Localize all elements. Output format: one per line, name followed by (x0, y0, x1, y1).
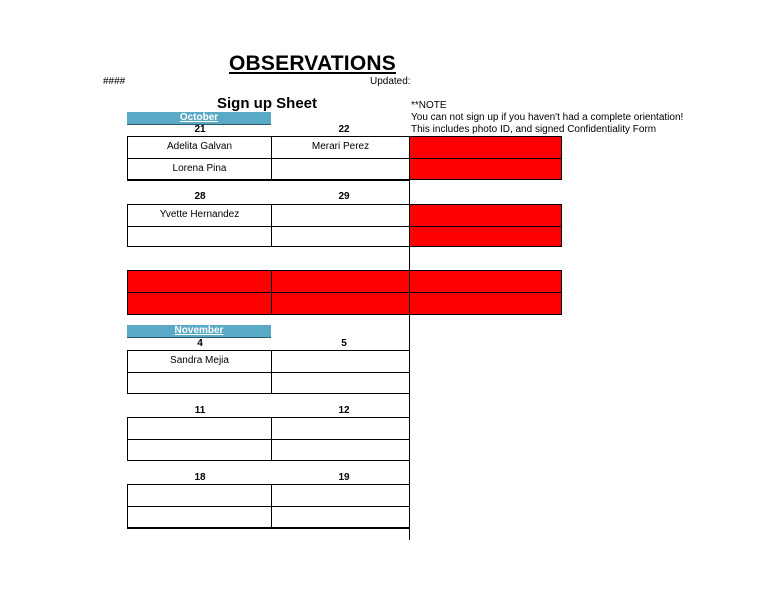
signup-cell[interactable] (127, 506, 272, 528)
note-line-1: You can not sign up if you haven't had a complete orientation! (411, 112, 684, 123)
signup-cell[interactable]: Merari Perez (271, 136, 410, 159)
signup-cell[interactable]: Yvette Hernandez (127, 204, 272, 227)
blocked-cell (409, 292, 562, 315)
day-label: 4 (197, 338, 203, 349)
signup-cell[interactable] (271, 226, 410, 247)
signup-cell[interactable] (127, 417, 272, 440)
table-bottom-line (127, 527, 410, 529)
signup-cell[interactable] (271, 506, 410, 528)
day-label: 28 (194, 191, 206, 202)
blocked-cell (271, 292, 410, 315)
day-label: 12 (338, 405, 350, 416)
signup-cell[interactable] (271, 417, 410, 440)
blocked-cell (127, 292, 272, 315)
signup-cell[interactable] (127, 484, 272, 507)
signup-cell[interactable]: Sandra Mejia (127, 350, 272, 373)
hash-placeholder: #### (103, 76, 126, 87)
day-label: 11 (194, 405, 206, 416)
day-label: 22 (338, 124, 350, 135)
day-label: 29 (338, 191, 350, 202)
month-header-november: November (127, 325, 271, 338)
blocked-cell (409, 226, 562, 247)
blocked-cell (409, 136, 562, 159)
signup-cell[interactable]: Adelita Galvan (127, 136, 272, 159)
day-label: 21 (194, 124, 206, 135)
updated-label: Updated: (370, 76, 411, 87)
blocked-cell (409, 270, 562, 293)
signup-cell[interactable]: Lorena Pina (127, 158, 272, 180)
day-label: 18 (194, 472, 206, 483)
signup-cell[interactable] (271, 204, 410, 227)
signup-cell[interactable] (127, 372, 272, 394)
day-label: 5 (341, 338, 347, 349)
blocked-cell (271, 270, 410, 293)
page-title: OBSERVATIONS (229, 52, 396, 75)
note-label: **NOTE (411, 100, 447, 111)
signup-cell[interactable] (271, 158, 410, 180)
blocked-cell (127, 270, 272, 293)
sheet-subtitle: Sign up Sheet (217, 95, 318, 112)
signup-cell[interactable] (271, 484, 410, 507)
signup-cell[interactable] (271, 350, 410, 373)
note-line-2: This includes photo ID, and signed Confidentiality Form (411, 124, 657, 135)
signup-cell[interactable] (271, 372, 410, 394)
blocked-cell (409, 204, 562, 227)
signup-cell[interactable] (271, 439, 410, 461)
blocked-cell (409, 158, 562, 180)
month-header-october: October (127, 112, 271, 125)
signup-cell[interactable] (127, 439, 272, 461)
week-separator (127, 179, 410, 181)
signup-cell[interactable] (127, 226, 272, 247)
day-label: 19 (338, 472, 350, 483)
